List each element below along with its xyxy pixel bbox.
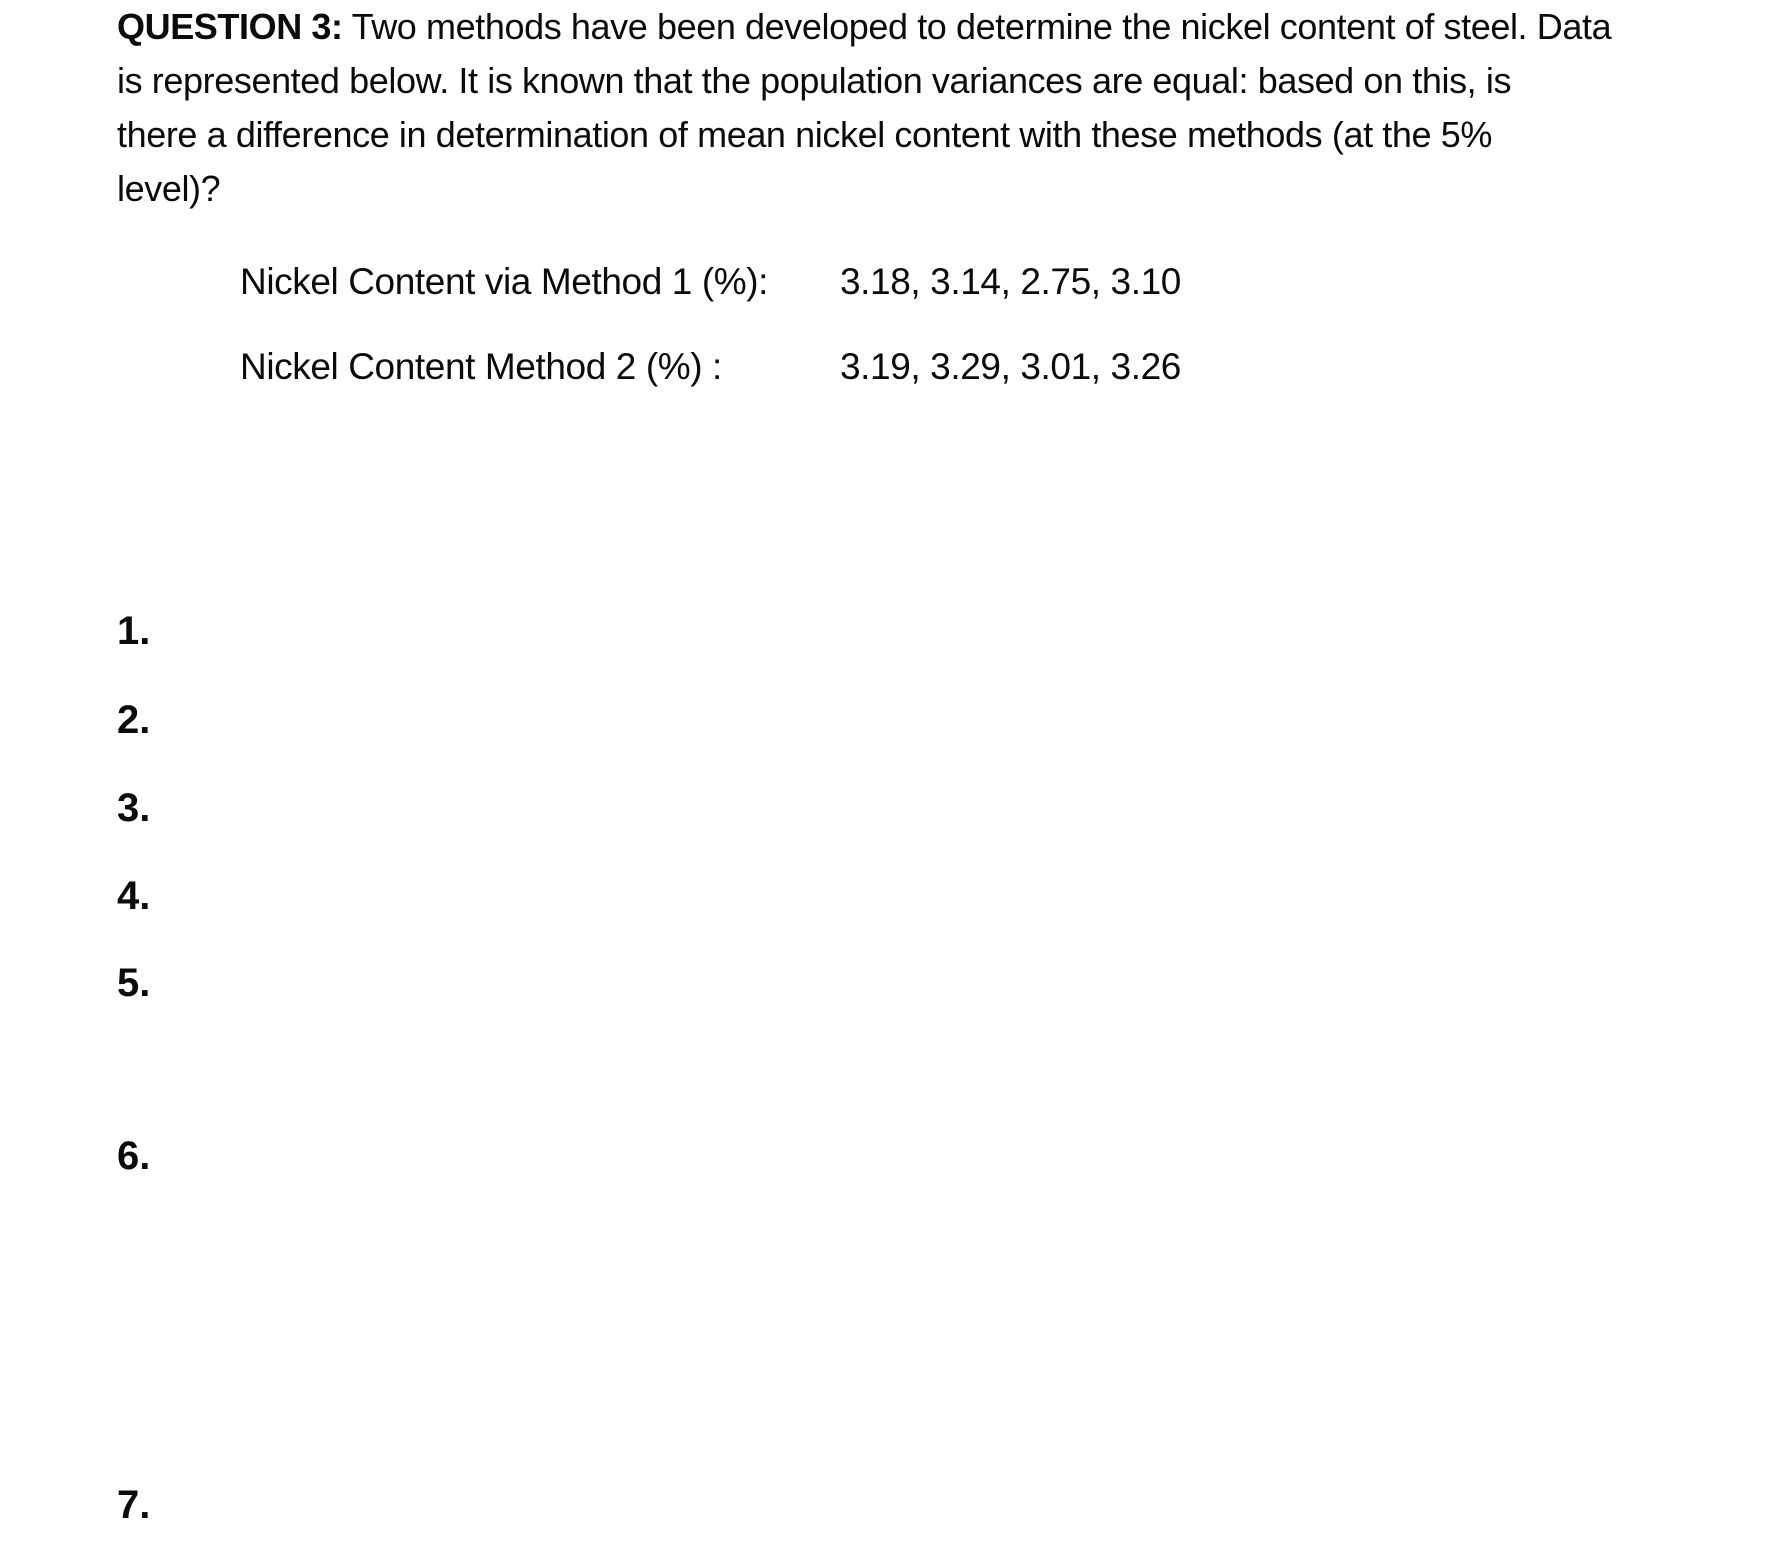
method-2-values: 3.19, 3.29, 3.01, 3.26 bbox=[840, 346, 1181, 387]
list-number: 3. bbox=[117, 786, 151, 830]
method-1-label: Nickel Content via Method 1 (%): bbox=[240, 261, 769, 302]
method-1-values: 3.18, 3.14, 2.75, 3.10 bbox=[840, 261, 1181, 302]
question-line-text: level)? bbox=[117, 168, 221, 209]
list-item-2 bbox=[117, 700, 150, 740]
question-paragraph bbox=[117, 0, 1717, 216]
question-line-text: there a difference in determination of mean nickel content with these methods (at the 5% bbox=[117, 114, 1492, 155]
list-item-6 bbox=[117, 1136, 150, 1176]
list-number: 7. bbox=[117, 1483, 151, 1527]
method-2-label: Nickel Content Method 2 (%) : bbox=[240, 346, 722, 387]
list-item-4 bbox=[117, 876, 150, 916]
list-number: 1. bbox=[117, 609, 151, 653]
list-item-1 bbox=[117, 611, 150, 651]
question-line bbox=[117, 0, 1717, 54]
nickel-method-2-row bbox=[240, 347, 1440, 391]
list-item-5 bbox=[117, 963, 150, 1003]
list-number: 4. bbox=[117, 874, 151, 918]
question-line-text: is represented below. It is known that the population variances are equal: based on this, is bbox=[117, 60, 1512, 101]
list-number: 2. bbox=[117, 698, 151, 742]
list-item-7 bbox=[117, 1485, 150, 1525]
question-number-label: QUESTION 3: bbox=[117, 6, 343, 47]
list-number: 6. bbox=[117, 1134, 151, 1178]
list-item-3 bbox=[117, 788, 150, 828]
question-line-text: Two methods have been developed to determine the nickel content of steel. Data bbox=[351, 6, 1612, 47]
nickel-method-1-row bbox=[240, 262, 1440, 306]
list-number: 5. bbox=[117, 961, 151, 1005]
